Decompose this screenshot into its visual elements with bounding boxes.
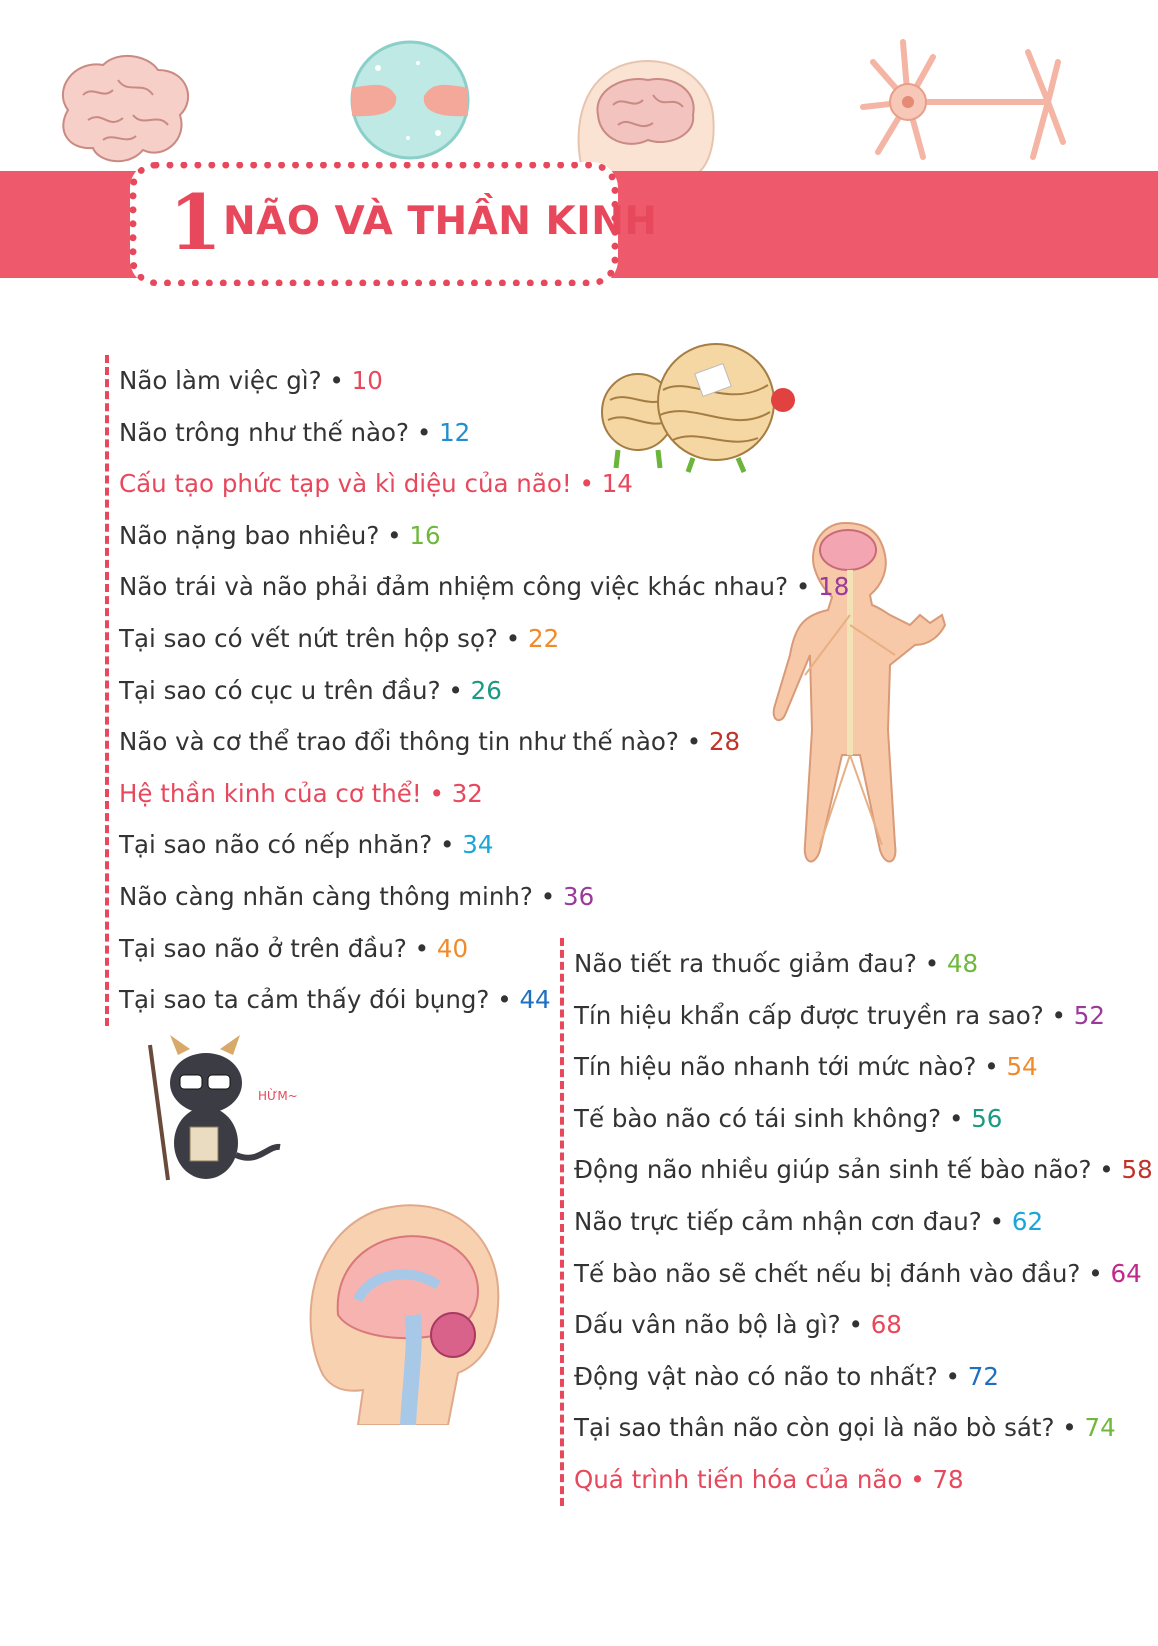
toc-entry-page-number: 16 [409, 520, 441, 550]
toc-entry-title: Não trông như thế nào? [119, 417, 410, 447]
toc-entry-page-number: 68 [870, 1310, 902, 1340]
toc-entry-page-number: 36 [562, 881, 595, 911]
toc-entry-bullet: • [795, 572, 811, 602]
toc-entry[interactable] [119, 665, 849, 717]
toc-entry-bullet: • [505, 623, 521, 653]
toc-entry-bullet: • [1062, 1413, 1077, 1443]
toc-entry-title: Não nặng bao nhiêu? [119, 520, 380, 550]
toc-entry-page-number: 34 [462, 830, 494, 860]
toc-entry-title: Tế bào não có tái sinh không? [574, 1103, 942, 1133]
brain-cross-section-illustration [298, 1195, 503, 1425]
toc-entry-title: Não càng nhăn càng thông minh? [119, 881, 533, 911]
devil-character-illustration [128, 1035, 303, 1185]
toc-entry-page-number: 78 [932, 1464, 964, 1494]
toc-entry-page-number: 54 [1006, 1052, 1038, 1082]
toc-entry[interactable] [119, 510, 849, 562]
toc-entry[interactable] [119, 355, 849, 407]
toc-entry-bullet: • [579, 469, 594, 499]
toc-entry-page-number: 32 [451, 778, 483, 808]
toc-entry-title: Não trực tiếp cảm nhận cơn đau? [574, 1206, 982, 1236]
toc-entry-bullet: • [1051, 1000, 1066, 1030]
toc-entry-bullet: • [945, 1361, 960, 1391]
toc-entry-title: Quá trình tiến hóa của não [574, 1464, 903, 1494]
toc-entry-bullet: • [416, 417, 432, 447]
toc-entry-page-number: 48 [946, 949, 979, 978]
toc-entry-page-number: 58 [1121, 1155, 1153, 1185]
toc-entry-page-number: 44 [519, 985, 551, 1015]
toc-entry[interactable] [119, 716, 849, 768]
toc-entry-title: Tại sao não có nếp nhăn? [119, 830, 433, 860]
toc-entry[interactable] [574, 1041, 1153, 1093]
neuron-illustration [848, 32, 1070, 167]
toc-entry-title: Tại sao não ở trên đầu? [119, 933, 407, 963]
toc-entry-title: Tại sao có cục u trên đầu? [119, 675, 441, 705]
toc-entry-bullet: • [1099, 1155, 1114, 1185]
toc-entry-bullet: • [948, 1103, 964, 1133]
toc-entry-title: Não tiết ra thuốc giảm đau? [574, 949, 917, 978]
toc-entry-title: Cấu tạo phức tạp và kì diệu của não! [119, 469, 572, 499]
toc-entry-page-number: 12 [439, 417, 471, 447]
toc-entry-page-number: 28 [708, 727, 741, 757]
toc-entry[interactable] [119, 768, 849, 820]
toc-entry-title: Tế bào não sẽ chết nếu bị đánh vào đầu? [574, 1258, 1081, 1288]
toc-entry-title: Động não nhiều giúp sản sinh tế bào não? [574, 1155, 1092, 1185]
toc-entry-title: Não làm việc gì? [119, 366, 322, 395]
toc-entry[interactable] [119, 407, 849, 459]
toc-list-left [105, 355, 849, 1026]
toc-entry-page-number: 40 [436, 933, 469, 963]
toc-entry-bullet: • [848, 1310, 863, 1340]
toc-entry-page-number: 52 [1073, 1000, 1105, 1030]
toc-entry-title: Hệ thần kinh của cơ thể! [119, 778, 422, 808]
toc-entry-bullet: • [540, 881, 556, 911]
toc-entry-page-number: 72 [967, 1361, 999, 1391]
toc-entry-title: Tại sao thân não còn gọi là não bò sát? [574, 1413, 1055, 1443]
toc-entry-bullet: • [440, 830, 455, 860]
toc-entry-bullet: • [686, 727, 702, 757]
toc-entry-bullet: • [414, 933, 430, 963]
chapter-title: NÃO VÀ THẦN KINH [223, 199, 658, 244]
toc-entry-title: Tín hiệu khẩn cấp được truyền ra sao? [574, 1000, 1044, 1030]
chapter-title-box [130, 162, 658, 286]
toc-entry[interactable] [119, 871, 849, 923]
toc-entry-page-number: 56 [971, 1103, 1003, 1133]
toc-entry-bullet: • [910, 1464, 925, 1494]
toc-entry-page-number: 10 [351, 366, 383, 395]
toc-entry-bullet: • [387, 520, 402, 550]
toc-entry-bullet: • [429, 778, 444, 808]
toc-entry-page-number: 22 [527, 623, 560, 653]
chapter-number: 1 [169, 178, 222, 267]
toc-entry-title: Tín hiệu não nhanh tới mức nào? [574, 1052, 977, 1082]
toc-entry[interactable] [574, 1299, 1153, 1351]
devil-sound-text: HỪM~ [258, 1089, 298, 1103]
head-brain-illustration [568, 55, 718, 173]
toc-entry-bullet: • [448, 675, 463, 705]
toc-entry[interactable] [119, 819, 849, 871]
synapse-illustration [348, 38, 472, 162]
toc-entry-bullet: • [924, 949, 940, 978]
toc-entry-title: Não trái và não phải đảm nhiệm công việc khác nhau? [119, 572, 789, 602]
toc-entry[interactable] [574, 938, 1153, 990]
toc-entry-page-number: 62 [1011, 1206, 1044, 1236]
toc-entry-bullet: • [989, 1206, 1005, 1236]
toc-entry-title: Não và cơ thể trao đổi thông tin như thế nào? [119, 727, 679, 757]
toc-entry[interactable] [574, 1402, 1153, 1454]
toc-entry[interactable] [574, 1351, 1153, 1403]
toc-entry[interactable] [119, 613, 849, 665]
toc-entry-page-number: 26 [470, 675, 502, 705]
toc-entry-page-number: 64 [1110, 1258, 1142, 1288]
toc-entry-title: Động vật nào có não to nhất? [574, 1361, 938, 1391]
brain-illustration [48, 50, 198, 170]
toc-entry[interactable] [574, 1454, 1153, 1506]
toc-list-right [560, 938, 1153, 1506]
toc-entry-title: Tại sao có vết nứt trên hộp sọ? [119, 623, 498, 653]
toc-entry[interactable] [574, 990, 1153, 1042]
toc-entry[interactable] [119, 458, 849, 510]
toc-entry-page-number: 14 [601, 469, 633, 499]
toc-entry-bullet: • [1088, 1258, 1103, 1288]
toc-entry-page-number: 74 [1084, 1413, 1116, 1443]
toc-entry[interactable] [119, 561, 849, 613]
toc-entry[interactable] [574, 1093, 1153, 1145]
toc-entry[interactable] [574, 1248, 1153, 1300]
toc-entry[interactable] [574, 1144, 1153, 1196]
toc-entry-title: Dấu vân não bộ là gì? [574, 1310, 841, 1340]
toc-entry-bullet: • [497, 985, 512, 1015]
toc-entry[interactable] [574, 1196, 1153, 1248]
toc-entry-bullet: • [984, 1052, 999, 1082]
toc-entry-title: Tại sao ta cảm thấy đói bụng? [119, 985, 490, 1015]
toc-entry-bullet: • [329, 366, 344, 395]
toc-entry-page-number: 18 [818, 572, 850, 602]
